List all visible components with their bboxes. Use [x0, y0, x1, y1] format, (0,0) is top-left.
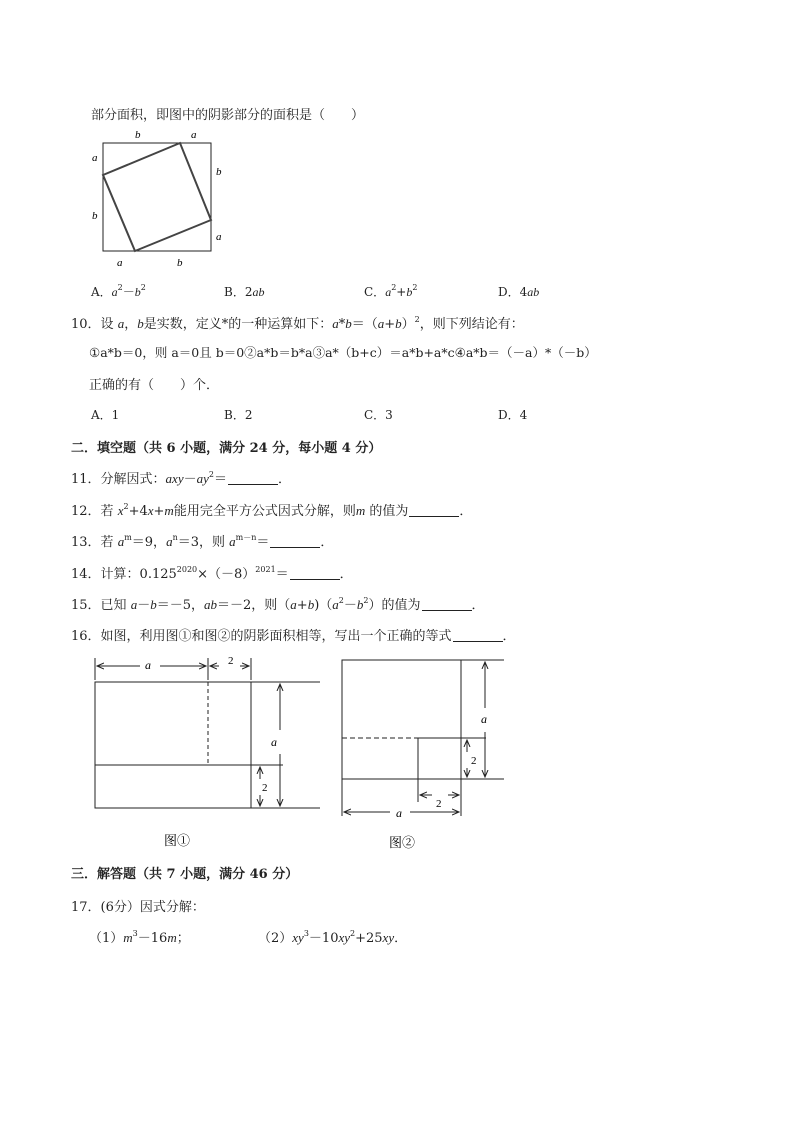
fig1-side-a: a: [271, 735, 277, 749]
fig2-bottom-2: 2: [436, 798, 442, 810]
q10-line2: ①a*b＝0，则 a＝0且 b＝0②a*b＝b*a③a*（b+c）＝a*b+a*c④a*b＝（－a）*（－b）: [89, 345, 597, 360]
q9-prompt: 部分面积，即图中的阴影部分的面积是（ ）: [91, 108, 365, 123]
q10-line1: 10．设 a，b是实数，定义*的一种运算如下：$a*b=(a+b)^2$，则下列结论有：: [71, 315, 524, 332]
q9-option-b[interactable]: B．2ab: [224, 285, 265, 299]
q9-label-top-a: a: [191, 129, 197, 141]
q10-option-a[interactable]: A．1: [91, 408, 120, 422]
fig1-label-a: a: [145, 658, 151, 672]
fig1-caption: 图①: [164, 833, 191, 848]
q16-answer-blank[interactable]: [453, 629, 503, 642]
q11: 11．分解因式：$axy-ay^2=$ ．: [71, 470, 292, 487]
fig1-side-2: 2: [262, 782, 268, 794]
q17-part-2: $(2)xy^3-10xy^2+25xy$．: [258, 929, 408, 946]
q9-label-left-a: a: [92, 152, 98, 164]
q9-label-left-b: b: [92, 210, 98, 222]
q12-answer-blank[interactable]: [409, 504, 459, 517]
q15: 15．已知 a－b＝－5，ab＝－2，则$(a+b)(a^2-b^2)$的值为 ．: [71, 596, 485, 613]
q15-answer-blank[interactable]: [422, 598, 472, 611]
q9-label-right-a: a: [216, 231, 222, 243]
q10-option-d[interactable]: D．4: [498, 408, 528, 422]
q13-answer-blank[interactable]: [270, 535, 320, 548]
q9-label-top-b: b: [135, 129, 141, 141]
q10-option-c[interactable]: C．3: [364, 408, 393, 422]
q14: 14．计算：$0.125^{2020}\times(-8)^{2021}=$ ．: [71, 565, 353, 582]
q17-title: 17．(6分）因式分解：: [71, 900, 205, 915]
q9-label-bottom-a: a: [117, 257, 123, 268]
q9-option-a[interactable]: A．$a^2-b^2$: [91, 283, 146, 299]
q10-line3: 正确的有（ ）个．: [89, 378, 220, 393]
q9-label-bottom-b: b: [177, 257, 183, 268]
q9-square-figure: [88, 128, 230, 268]
fig2-side-a: a: [481, 712, 487, 726]
q16-figure-1: [88, 652, 328, 852]
q9-option-c[interactable]: C．$a^2+b^2$: [364, 283, 418, 299]
q14-answer-blank[interactable]: [290, 567, 340, 580]
fig2-bottom-a: a: [396, 806, 402, 820]
fig1-label-2: 2: [228, 655, 234, 667]
q13: 13．若 $a^m=9$，$a^n=3$，则 $a^{m-n}=$ ．: [71, 533, 334, 550]
q17-part-1: $(1)m^3-16m$；: [89, 929, 190, 946]
q9-option-d[interactable]: D．4ab: [498, 285, 540, 299]
section-2-heading: 二．填空题（共 6 小题，满分 24 分，每小题 4 分）: [71, 441, 382, 456]
q16-figure-2: [336, 652, 516, 852]
section-3-heading: 三．解答题（共 7 小题，满分 46 分）: [71, 867, 299, 882]
q12: 12．若 $x^2+4x+m$能用完全平方公式因式分解，则m 的值为 ．: [71, 502, 473, 519]
q10-option-b[interactable]: B．2: [224, 408, 253, 422]
q16: 16．如图，利用图①和图②的阴影面积相等，写出一个正确的等式 ．: [71, 629, 516, 644]
fig2-caption: 图②: [389, 835, 416, 850]
fig2-side-2: 2: [471, 755, 477, 767]
q11-answer-blank[interactable]: [228, 472, 278, 485]
q9-label-right-b: b: [216, 166, 222, 178]
